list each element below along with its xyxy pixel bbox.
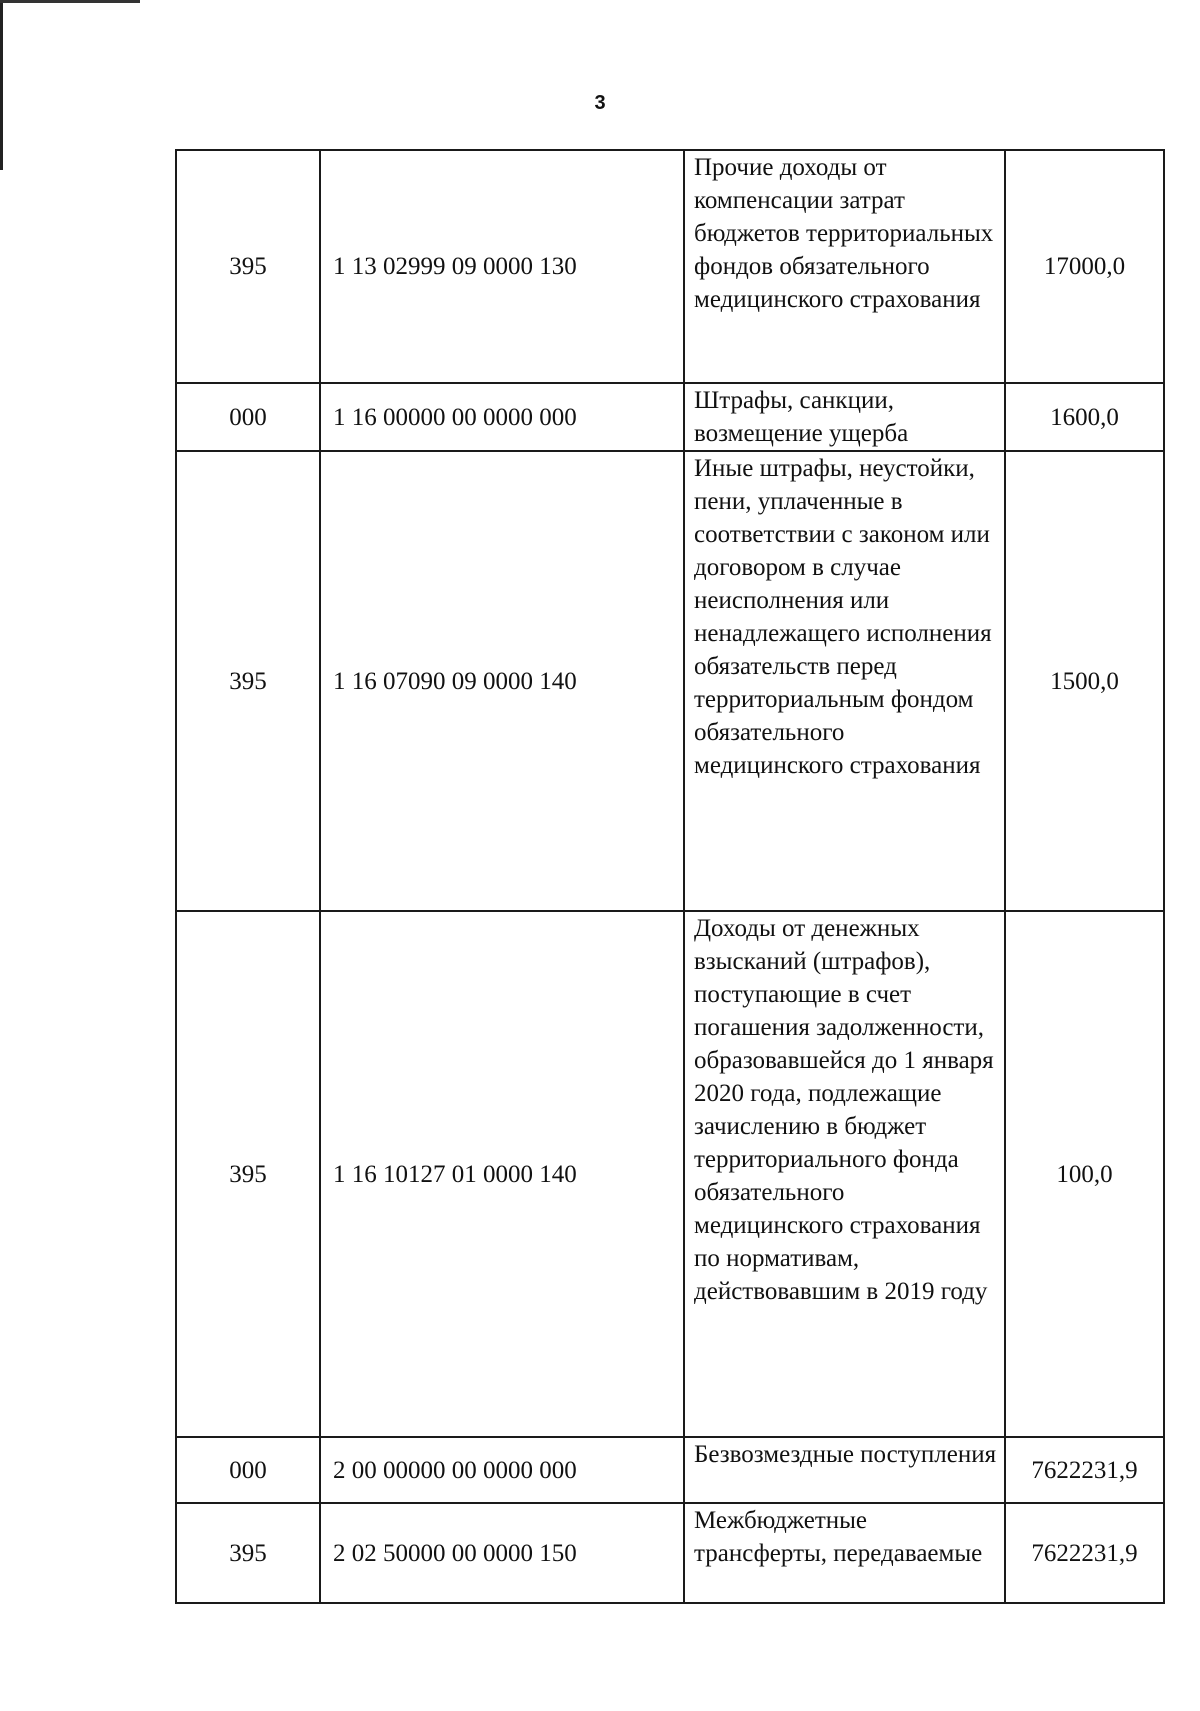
admin-code-cell: 000 [176,1437,320,1503]
revenue-name-cell: Штрафы, санкции, возмещение ущерба [684,383,1005,451]
budget-code-cell: 1 16 00000 00 0000 000 [320,383,684,451]
budget-code-cell: 2 02 50000 00 0000 150 [320,1503,684,1603]
table-row [176,451,1164,911]
budget-code-cell: 1 13 02999 09 0000 130 [320,150,684,383]
amount-cell: 7622231,9 [1005,1437,1164,1503]
admin-code-cell: 395 [176,150,320,383]
admin-code-cell: 395 [176,451,320,911]
admin-code-cell: 395 [176,1503,320,1603]
budget-code-cell: 1 16 07090 09 0000 140 [320,451,684,911]
budget-code-cell: 2 00 00000 00 0000 000 [320,1437,684,1503]
table-row [176,150,1164,383]
table-row [176,1503,1164,1603]
revenue-table [175,149,1165,1604]
budget-code-cell: 1 16 10127 01 0000 140 [320,911,684,1437]
table-row [176,383,1164,451]
revenue-name-cell: Прочие доходы от компенсации затрат бюджетов территориальных фондов обязательного медицинского страхования [684,150,1005,383]
amount-cell: 7622231,9 [1005,1503,1164,1603]
revenue-name-cell: Межбюджетные трансферты, передаваемые [684,1503,1005,1603]
revenue-name-cell: Доходы от денежных взысканий (штрафов), поступающие в счет погашения задолженности, образовавшейся до 1 января 2020 года, подлежащие зачислению в бюджет территориального фонда обязательного медицинского страхования по нормативам, действовавшим в 2019 году [684,911,1005,1437]
amount-cell: 17000,0 [1005,150,1164,383]
admin-code-cell: 000 [176,383,320,451]
scan-edge-mark [0,0,140,3]
table-row [176,1437,1164,1503]
amount-cell: 100,0 [1005,911,1164,1437]
scan-edge-mark [0,0,3,170]
amount-cell: 1500,0 [1005,451,1164,911]
table-row [176,911,1164,1437]
revenue-name-cell: Иные штрафы, неустойки, пени, уплаченные в соответствии с законом или договором в случае неисполнения или ненадлежащего исполнения обязательств перед территориальным фондом обязательного медицинского страхования [684,451,1005,911]
amount-cell: 1600,0 [1005,383,1164,451]
admin-code-cell: 395 [176,911,320,1437]
page-number: 3 [594,92,606,114]
revenue-name-cell: Безвозмездные поступления [684,1437,1005,1503]
